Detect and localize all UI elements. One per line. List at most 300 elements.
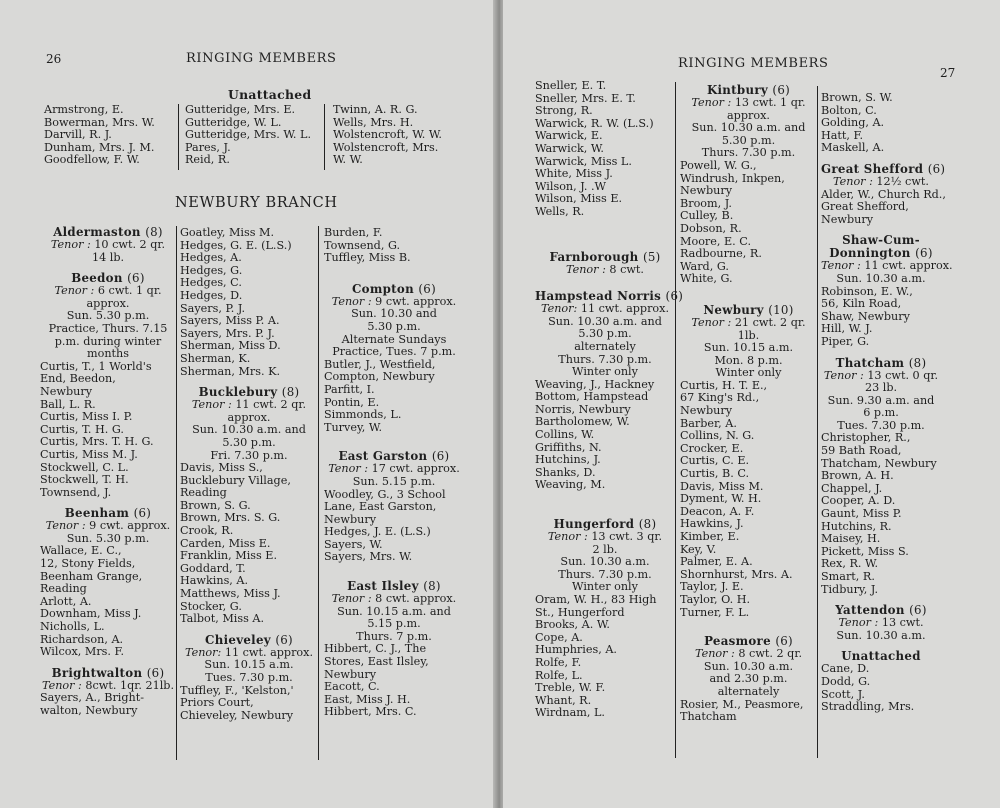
tenor-label: Tenor : (42, 678, 82, 692)
tower-name: Shaw-Cum- (842, 233, 920, 248)
service-time: 6 p.m. (863, 406, 899, 420)
service-time: 5.30 p.m. (578, 327, 632, 341)
member-name: Goddard, T. (180, 561, 246, 575)
member-name: Gutteridge, Mrs. W. L. (185, 128, 312, 142)
tenor-label: Tenor : (838, 616, 879, 630)
service-time: Sun. 5.30 p.m. (66, 309, 150, 323)
member-count: (6) (431, 449, 450, 464)
member-name: Hibbert, C. J., The (324, 642, 427, 656)
member-name: Hibbert, Mrs. C. (324, 705, 417, 719)
member-name: Nicholls, L. (40, 620, 105, 634)
member-name: Rolfe, F. (535, 655, 582, 669)
member-count: (8) (281, 385, 300, 400)
member-name: Newbury (40, 384, 93, 398)
service-time: alternately (717, 684, 780, 698)
left-col-1 (40, 226, 176, 718)
member-name: Broom, J. (680, 196, 732, 210)
member-name: Norris, Newbury (535, 402, 631, 416)
member-name: Beenham Grange, (40, 569, 143, 583)
branch-title: NEWBURY BRANCH (175, 195, 338, 211)
member-count: (5) (642, 249, 661, 264)
member-name: Curtis, Mrs. T. H. G. (40, 435, 154, 449)
member-name: Barber, A. (680, 416, 737, 430)
member-name: Key, V. (680, 542, 717, 556)
tenor-label: Tenor : (547, 530, 588, 544)
member-name: Crook, R. (180, 524, 234, 538)
member-name: Kimber, E. (680, 530, 740, 543)
service-time: Sun. 10.30 a.m. (836, 628, 926, 642)
tenor-label: Tenor : (45, 519, 86, 533)
member-name: Hedges, J. E. (L.S.) (324, 525, 431, 539)
member-name: Taylor, J. E. (680, 580, 744, 594)
member-name: Chappel, J. (821, 481, 883, 495)
unattached-col-3 (333, 104, 463, 167)
member-count: (6) (127, 271, 145, 286)
tenor-label: Tenor : (54, 284, 95, 298)
member-name: Humphries, A. (535, 643, 617, 657)
member-name: Christopher, R., (821, 431, 911, 445)
member-name: Stockwell, C. L. (40, 460, 129, 474)
member-name: Piper, G. (821, 334, 870, 348)
column-rule (675, 82, 676, 758)
spacer (324, 265, 464, 275)
member-name: Treble, W. F. (535, 681, 606, 695)
service-time: Mon. 8 p.m. (714, 353, 783, 367)
tenor-line (821, 176, 941, 189)
service-time: Sun. 10.30 a.m. and (548, 314, 662, 328)
member-name: Newbury (324, 512, 377, 526)
member-name: Curtis, T., 1 World's (40, 359, 152, 373)
member-name: Brown, S. W. (821, 91, 893, 104)
service-time: Sun. 10.15 a.m. (204, 658, 294, 672)
member-name: Newbury (821, 212, 874, 226)
member-name: Brown, S. G. (180, 498, 251, 512)
member-count: (6) (146, 665, 165, 680)
tenor-line (680, 648, 817, 661)
member-name: Hutchins, J. (535, 453, 601, 467)
member-name: Wilcox, Mrs. F. (40, 645, 125, 659)
member-name: Davis, Miss M. (680, 479, 764, 493)
tenor-line (821, 617, 941, 630)
member-name: Armstrong, E. (44, 103, 124, 116)
member-name: walton, Newbury (40, 704, 138, 717)
service-time: Thurs. 7.30 p.m. (558, 352, 652, 366)
member-name: Dodd, G. (821, 674, 871, 688)
tower-name: East Ilsley (347, 579, 419, 594)
tenor-label: Tenor : (821, 259, 861, 273)
member-name: Collins, W. (535, 428, 595, 442)
member-name: Butler, J., Westfield, (324, 357, 436, 371)
member-name: Sneller, E. T. (535, 79, 607, 92)
tenor-weight: 10 cwt. 2 qr. (94, 238, 166, 251)
member-name: Smart, R. (821, 570, 875, 583)
tower-name: Brightwalton (51, 665, 143, 680)
tenor-weight-cont: approx. (86, 296, 130, 310)
member-name: Strong, R. (535, 104, 593, 118)
member-name: Twinn, A. R. G. (333, 103, 418, 116)
tenor-weight: 8cwt. 1qr. 21lb. (85, 678, 174, 692)
member-name: Newbury (324, 667, 377, 681)
service-time: Winter only (715, 366, 782, 380)
spacer (324, 434, 464, 442)
service-time: Sun. 5.30 p.m. (66, 531, 150, 545)
member-name: Curtis, H. T. E., (680, 378, 768, 392)
service-time: Sun. 5.15 p.m. (352, 474, 436, 488)
member-name: Thatcham (680, 710, 737, 724)
tenor-label: Tenor: (540, 302, 578, 316)
tower-name: Newbury (703, 302, 764, 317)
member-name: Taylor, O. H. (680, 592, 751, 606)
member-name: Whant, R. (535, 693, 592, 707)
member-name: Stockwell, T. H. (40, 473, 129, 487)
member-name: Sneller, Mrs. E. T. (535, 91, 636, 105)
member-name: Townsend, J. (40, 485, 112, 499)
member-name: White, Miss J. (535, 167, 613, 181)
member-name: Sayers, Miss P. A. (180, 314, 280, 328)
member-name: Bottom, Hampstead (535, 390, 649, 404)
member-name: Hedges, G. E. (L.S.) (180, 238, 292, 252)
member-name: Pontin, E. (324, 395, 380, 409)
service-time: Alternate Sundays (341, 332, 447, 346)
tower-name: Yattendon (835, 603, 905, 618)
member-name: Curtis, B. C. (680, 467, 750, 481)
member-name: Powell, W. G., (680, 158, 757, 172)
member-name: Shornhurst, Mrs. A. (680, 567, 793, 581)
member-name: Collins, N. G. (680, 429, 755, 443)
tenor-weight: 12½ cwt. (876, 174, 929, 188)
member-name: Straddling, Mrs. (821, 700, 915, 714)
member-name: Bolton, C. (821, 103, 877, 117)
tower-name: Farnborough (549, 249, 639, 264)
member-count: (8) (145, 225, 163, 239)
tenor-line (40, 285, 176, 298)
member-name: White, G. (680, 272, 733, 286)
member-name: Wells, R. (535, 204, 585, 218)
member-name: Chieveley, Newbury (180, 708, 294, 722)
service-time: Thurs. 7.30 p.m. (701, 146, 796, 160)
service-time: Sun. 10.30 a.m. and (691, 121, 806, 135)
member-name: Crocker, E. (680, 441, 744, 455)
member-name: Bartholomew, W. (535, 415, 630, 429)
member-name: 67 King's Rd., (680, 391, 760, 405)
member-name: Franklin, Miss E. (180, 549, 278, 563)
service-time: 5.30 p.m. (367, 319, 421, 333)
tower-name: Chieveley (205, 632, 271, 647)
tower-name: Thatcham (835, 355, 905, 370)
member-name: Parfitt, I. (324, 382, 375, 396)
tenor-line (535, 264, 675, 277)
member-name: Reading (40, 582, 87, 596)
member-count: (6) (927, 161, 946, 176)
service-time: Sun. 10.15 a.m. (703, 341, 794, 355)
service-time: and 2.30 p.m. (709, 672, 788, 686)
member-name: Wilson, J. .W (535, 179, 607, 193)
member-name: Weaving, M. (535, 478, 606, 492)
member-name: Dyment, W. H. (680, 492, 762, 506)
tenor-line (680, 317, 817, 330)
service-time: Tues. 7.30 p.m. (205, 671, 293, 684)
member-name: Stocker, G. (180, 599, 242, 613)
tenor-label: Tenor : (191, 398, 232, 412)
member-name: Wilson, Miss E. (535, 192, 623, 206)
member-name: 59 Bath Road, (821, 444, 902, 458)
member-name: Sherman, Miss D. (180, 339, 281, 353)
member-name: Tidbury, J. (821, 582, 879, 596)
tenor-weight-cont: 14 lb. (91, 250, 125, 264)
member-name: Burden, F. (324, 226, 383, 239)
member-name: Hill, W. J. (821, 322, 873, 336)
tenor-weight: 8 cwt. (609, 262, 644, 276)
member-name: End, Beedon, (40, 372, 116, 386)
member-name: Thatcham, Newbury (821, 456, 937, 470)
tower-name: Hungerford (553, 517, 635, 532)
member-name: Brooks, A. W. (535, 618, 610, 632)
member-name: Sayers, A., Bright- (40, 691, 145, 705)
right-col-1 (535, 79, 684, 720)
member-name: Tuffley, Miss B. (324, 251, 411, 265)
member-name: Deacon, A. F. (680, 504, 755, 518)
column-rule (178, 104, 179, 170)
member-name: Hedges, D. (180, 288, 243, 302)
tenor-weight: 11 cwt. 2 qr. (235, 398, 307, 412)
column-rule (176, 226, 177, 760)
column-rule (318, 226, 319, 760)
tenor-line (324, 593, 464, 606)
tenor-weight: 11 cwt. approx. (580, 302, 670, 316)
tenor-line (535, 303, 675, 316)
tower-name: Bucklebury (198, 385, 278, 400)
right-col-2 (680, 84, 817, 724)
member-name: Rolfe, L. (535, 668, 583, 682)
member-name: Ward, G. (680, 259, 729, 273)
member-count: (6) (275, 632, 293, 647)
service-time: Sun. 10.30 and (351, 307, 437, 321)
member-name: Wallace, E. C., (40, 544, 122, 558)
member-name: Gaunt, Miss P. (821, 507, 902, 521)
member-name: Ball, L. R. (40, 397, 96, 411)
member-name: Priors Court, (180, 696, 254, 710)
service-time: alternately (574, 339, 636, 353)
service-time: Sun. 9.30 a.m. and (827, 393, 935, 407)
tenor-weight-cont: 23 lb. (864, 381, 898, 395)
tower-name: Kintbury (706, 83, 768, 97)
unattached-col-1 (44, 104, 174, 167)
tower-name: Peasmore (704, 634, 771, 649)
tenor-weight: 9 cwt. approx. (89, 519, 171, 533)
member-name: Cope, A. (535, 630, 583, 644)
service-time: Sun. 10.30 a.m. (560, 555, 650, 569)
member-count: (10) (768, 302, 794, 317)
member-name: Warwick, R. W. (L.S.) (535, 116, 654, 130)
member-name: Sherman, K. (180, 351, 251, 365)
left-col-2 (180, 227, 318, 722)
tenor-label: Tenor : (694, 647, 735, 661)
member-name: Sayers, Mrs. P. J. (180, 326, 275, 340)
tenor-label: Tenor : (691, 96, 732, 109)
service-time: Fri. 7.30 p.m. (210, 448, 288, 462)
member-name: Hawkins, J. (680, 517, 744, 531)
tenor-label: Tenor : (691, 315, 732, 329)
member-name: Davis, Miss S., (180, 461, 263, 475)
member-name: Maskell, A. (821, 141, 885, 155)
member-count: (8) (908, 355, 927, 370)
member-name: Windrush, Inkpen, (680, 171, 785, 185)
member-name: Hutchins, R. (821, 519, 892, 533)
member-name: Palmer, E. A. (680, 555, 753, 569)
tower-name: Beedon (71, 271, 123, 286)
service-time: Sun. 10.15 a.m. and (337, 604, 451, 618)
service-time: Tues. 7.30 p.m. (837, 418, 925, 432)
member-name: Curtis, Miss I. P. (40, 410, 133, 424)
tenor-label: Tenor : (50, 238, 91, 251)
member-name: Eacott, C. (324, 680, 380, 694)
tenor-weight: 8 cwt. approx. (375, 592, 457, 606)
service-time: Practice, Thurs. 7.15 (48, 321, 168, 335)
tenor-label: Tenor : (331, 592, 372, 606)
tower-name: Aldermaston (53, 225, 141, 239)
member-name: Curtis, T. H. G. (40, 422, 124, 436)
tenor-weight: 17 cwt. approx. (371, 462, 460, 476)
right-page (503, 0, 1000, 808)
tenor-weight: 13 cwt. 0 qr. (867, 368, 939, 382)
tenor-line (40, 239, 176, 252)
member-name: St., Hungerford (535, 605, 625, 619)
member-name: Pares, J. (185, 140, 231, 154)
service-time: 5.30 p.m. (721, 133, 776, 147)
member-name: Wells, Mrs. H. (333, 115, 414, 129)
tenor-weight: 6 cwt. 1 qr. (97, 284, 162, 298)
service-time: Sun. 10.30 a.m. (703, 659, 794, 673)
member-count: (6) (418, 281, 437, 296)
tenor-label: Tenor : (566, 262, 606, 276)
member-name: Radbourne, R. (680, 247, 762, 261)
member-name: Cooper, A. D. (821, 494, 896, 508)
running-head: RINGING MEMBERS (678, 56, 829, 71)
tenor-line (535, 531, 675, 544)
service-time: 5.30 p.m. (222, 435, 276, 449)
tenor-label: Tenor : (823, 368, 864, 382)
member-count: (8) (638, 517, 657, 532)
tower-name: Compton (351, 281, 414, 296)
member-name: Alder, W., Church Rd., (821, 187, 946, 201)
tower-name: Great Shefford (821, 161, 924, 176)
member-name: Tuffley, F., 'Kelston,' (180, 683, 294, 697)
member-name: Pickett, Miss S. (821, 544, 909, 558)
right-col-3 (821, 91, 953, 714)
member-name: Brown, Mrs. S. G. (180, 511, 281, 525)
member-name: Warwick, Miss L. (535, 154, 632, 168)
member-name: Dobson, R. (680, 221, 742, 235)
member-name: Curtis, Miss M. J. (40, 447, 138, 461)
member-name: Rosier, M., Peasmore, (680, 697, 804, 711)
service-time: Thurs. 7 p.m. (356, 629, 432, 643)
member-name: Weaving, J., Hackney (535, 377, 655, 391)
member-name: Great Shefford, (821, 200, 909, 214)
member-name: Arlott, A. (40, 594, 92, 608)
member-name: Hedges, C. (180, 276, 242, 290)
tenor-line (680, 97, 817, 110)
page-number: 26 (46, 52, 62, 66)
tenor-weight: 13 cwt. 1 qr. (734, 96, 806, 109)
service-time: Winter only (572, 365, 638, 379)
member-name: Hedges, G. (180, 263, 243, 277)
tower-heading (821, 234, 941, 260)
tenor-weight: 11 cwt. approx. (864, 259, 953, 273)
member-name: Carden, Miss E. (180, 536, 271, 550)
tenor-line (40, 520, 176, 533)
tower-name: Hampstead Norris (535, 289, 662, 304)
member-name: Rex, R. W. (821, 557, 879, 571)
member-name: Maisey, H. (821, 532, 881, 546)
member-name: Hawkins, A. (180, 574, 249, 588)
tenor-weight: 8 cwt. 2 qr. (738, 647, 803, 661)
tenor-label: Tenor : (331, 294, 372, 308)
member-name: Golding, A. (821, 116, 885, 130)
tenor-weight-cont: 2 lb. (592, 542, 618, 556)
member-name: Bowerman, Mrs. W. (44, 115, 155, 129)
member-name: Newbury (680, 404, 733, 418)
member-name: W. W. (333, 153, 363, 167)
member-count: (6) (909, 603, 927, 618)
service-time: p.m. during winter (54, 334, 162, 348)
tower-name: Donnington (829, 246, 911, 261)
member-name: Turner, F. L. (680, 605, 750, 619)
member-name: 12, Stony Fields, (40, 557, 136, 571)
service-time: Practice, Tues. 7 p.m. (332, 345, 456, 359)
member-name: East, Miss J. H. (324, 692, 411, 706)
tenor-weight-cont: 1lb. (737, 328, 760, 342)
member-name: Gutteridge, W. L. (185, 115, 282, 129)
member-name: Goodfellow, F. W. (44, 153, 140, 167)
spacer (535, 276, 675, 282)
member-name: Townsend, G. (324, 238, 401, 252)
member-name: Sayers, Mrs. W. (324, 550, 413, 564)
member-name: Goatley, Miss M. (180, 226, 275, 239)
member-name: Shaw, Newbury (821, 309, 910, 323)
member-name: Warwick, E. (535, 129, 603, 143)
tenor-weight: 21 cwt. 2 qr. (734, 315, 806, 329)
member-count: (6) (775, 634, 793, 649)
member-name: Reading (180, 486, 227, 500)
unattached-heading: Unattached (841, 649, 921, 664)
member-name: Reid, R. (185, 153, 230, 167)
spacer (535, 219, 675, 243)
member-count: (6) (665, 289, 684, 304)
member-name: Richardson, A. (40, 632, 124, 646)
member-name: Hedges, A. (180, 251, 242, 265)
member-name: Scott, J. (821, 687, 865, 701)
spacer (535, 492, 675, 510)
member-name: Cane, D. (821, 662, 870, 676)
member-name: Shanks, D. (535, 465, 596, 479)
spacer (680, 619, 817, 627)
member-name: Warwick, W. (535, 141, 604, 155)
member-name: Wolstencroft, Mrs. (333, 140, 439, 154)
member-name: Matthews, Miss J. (180, 587, 281, 601)
page-number: 27 (940, 66, 956, 80)
service-time: Sun. 10.30 a.m. (836, 271, 926, 285)
service-time: Winter only (572, 580, 638, 594)
member-name: Sherman, Mrs. K. (180, 364, 281, 378)
member-name: Bucklebury Village, (180, 473, 291, 487)
unattached-col-2 (185, 104, 325, 167)
member-name: Compton, Newbury (324, 370, 435, 384)
member-name: Turvey, W. (324, 420, 382, 434)
tenor-weight: 11 cwt. approx. (224, 645, 314, 659)
service-time: 5.15 p.m. (367, 617, 421, 631)
member-name: Griffiths, N. (535, 440, 602, 454)
member-name: 56, Kiln Road, (821, 297, 902, 311)
